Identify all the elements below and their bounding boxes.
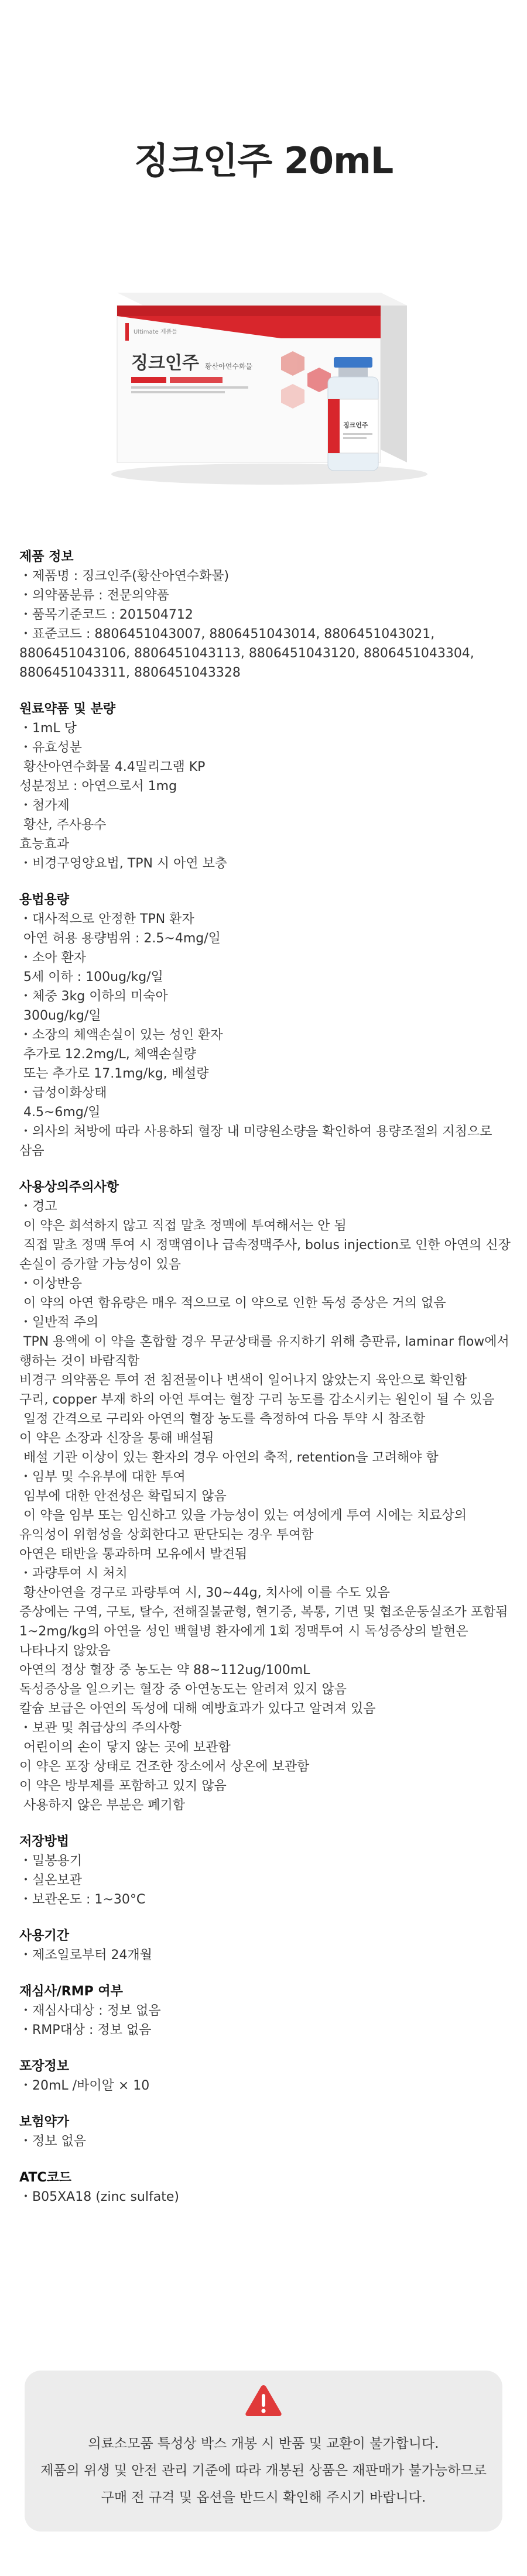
section-line: ・재심사대상 : 정보 없음: [19, 2004, 161, 2018]
section-line: ・1mL 당: [19, 721, 77, 736]
info-section: [19, 1178, 515, 1815]
section-heading: 사용기간: [19, 1929, 70, 1943]
notice-message: [25, 2430, 502, 2511]
section-line: ・대사적으로 안정한 TPN 환자: [19, 912, 194, 927]
warning-icon: [245, 2383, 282, 2417]
product-image: [105, 269, 433, 492]
section-line: ・RMP대상 : 정보 없음: [19, 2023, 152, 2038]
section-line: 황산, 주사용수: [19, 818, 107, 832]
section-line: ・소장의 체액손실이 있는 성인 환자: [19, 1028, 223, 1042]
notice-line: 의료소모품 특성상 박스 개봉 시 반품 및 교환이 불가합니다.: [88, 2436, 439, 2451]
section-line: 임부에 대한 안전성은 확립되지 않음: [19, 1489, 227, 1504]
box-product-subname: 황산아연수화물: [205, 362, 253, 371]
info-section: [19, 890, 511, 1161]
section-line: 5세 이하 : 100ug/kg/일: [19, 970, 163, 985]
section-line: ・의사의 처방에 따라 사용하되 혈장 내 미량원소량을 확인하여 용량조절의 지침으로 삼음: [19, 1124, 497, 1158]
box-product-name: 징크인주: [131, 353, 199, 373]
product-info: [19, 547, 515, 2224]
section-line: ・첨가제: [19, 798, 70, 813]
section-line: ・B05XA18 (zinc sulfate): [19, 2190, 179, 2204]
section-line: 아연 허용 용량범위 : 2.5~4mg/일: [19, 931, 221, 946]
section-line: 이 약은 포장 상태로 건조한 장소에서 상온에 보관함: [19, 1759, 310, 1774]
info-section: [19, 2057, 511, 2095]
section-line: 직접 말초 정맥 투여 시 정맥염이나 급속정맥주사, bolus injection로 인한 아연의 신장 손실이 증가할 가능성이 있음: [19, 1238, 515, 1272]
section-line: 황산아연을 경구로 과량투여 시, 30~44g, 치사에 이를 수도 있음: [19, 1586, 390, 1600]
section-line: 칼슘 보급은 아연의 독성에 대해 예방효과가 있다고 알려져 있음: [19, 1702, 376, 1716]
info-section: [19, 699, 511, 873]
section-line: 구리, copper 부재 하의 아연 투여는 혈장 구리 농도를 감소시키는 원인이 될 수 있음: [19, 1392, 495, 1407]
info-section: [19, 1982, 511, 2040]
section-heading: 포장정보: [19, 2059, 70, 2074]
section-line: 이 약을 임부 또는 임신하고 있을 가능성이 있는 여성에게 투여 시에는 치료상의 유익성이 위험성을 상회한다고 판단되는 경우 투여함: [19, 1508, 471, 1542]
info-section: [19, 2112, 511, 2151]
notice-line: 구매 전 규격 및 옵션을 반드시 확인해 주시기 바랍니다.: [101, 2490, 426, 2505]
section-line: ・실온보관: [19, 1873, 83, 1888]
section-line: ・급성이화상태: [19, 1086, 107, 1100]
section-line: 이 약은 희석하지 않고 직접 말초 정맥에 투여해서는 안 됨: [19, 1219, 347, 1233]
section-line: ・임부 및 수유부에 대한 투여: [19, 1470, 186, 1484]
info-section: [19, 2168, 511, 2207]
section-line: 효능효과: [19, 837, 70, 852]
section-line: ・체중 3kg 이하의 미숙아: [19, 989, 168, 1004]
section-line: ・경고: [19, 1199, 57, 1214]
section-line: ・이상반응: [19, 1277, 83, 1291]
section-line: ・정보 없음: [19, 2134, 87, 2149]
section-line: ・제품명 : 징크인주(황산아연수화물): [19, 569, 230, 584]
section-line: 일정 간격으로 구리와 아연의 혈장 농도를 측정하여 다음 투약 시 참조함: [19, 1412, 426, 1426]
section-line: ・표준코드 : 8806451043007, 8806451043014, 8806451043021, 8806451043106, 8806451043113, 8806451043120, 8806451043304, 8806451043311, 8806451043328: [19, 627, 478, 680]
section-line: 이 약은 방부제를 포함하고 있지 않음: [19, 1779, 227, 1793]
section-line: 이 약의 아연 함유량은 매우 적으므로 이 약으로 인한 독성 증상은 거의 없음: [19, 1296, 446, 1311]
section-line: 1~2mg/kg의 아연을 성인 백혈병 환자에게 1회 정맥투여 시 독성증상의 발현은 나타나지 않았음: [19, 1624, 473, 1658]
section-line: ・일반적 주의: [19, 1315, 99, 1330]
section-line: ・소아 환자: [19, 951, 87, 965]
section-heading: 저장방법: [19, 1834, 70, 1849]
info-section: [19, 547, 511, 682]
section-line: ・비경구영양요법, TPN 시 아연 보충: [19, 856, 228, 871]
section-heading: 재심사/RMP 여부: [19, 1984, 123, 1999]
section-line: 황산아연수화물 4.4밀리그램 KP: [19, 760, 206, 774]
section-line: ・제조일로부터 24개월: [19, 1948, 153, 1963]
section-line: ・20mL /바이알 × 10: [19, 2078, 150, 2093]
section-line: 이 약은 소장과 신장을 통해 배설됨: [19, 1431, 214, 1446]
section-line: ・의약품분류 : 전문의약품: [19, 588, 169, 603]
section-heading: 사용상의주의사항: [19, 1180, 119, 1195]
section-line: 어린이의 손이 닿지 않는 곳에 보관함: [19, 1740, 231, 1755]
section-line: TPN 용액에 이 약을 혼합할 경우 무균상태를 유지하기 위해 층판류, laminar flow에서 행하는 것이 바람직함: [19, 1335, 514, 1368]
section-line: ・과량투여 시 처치: [19, 1566, 128, 1581]
section-line: 추가로 12.2mg/L, 체액손실량: [19, 1047, 197, 1062]
section-line: ・유효성분: [19, 740, 83, 755]
notice-line: 제품의 위생 및 안전 관리 기준에 따라 개봉된 상품은 재판매가 불가능하므로: [40, 2463, 487, 2478]
section-line: ・보관온도 : 1~30°C: [19, 1892, 146, 1907]
section-heading: ATC코드: [19, 2170, 71, 2185]
section-line: ・보관 및 취급상의 주의사항: [19, 1721, 182, 1735]
info-section: [19, 1832, 511, 1909]
section-line: 또는 추가로 17.1mg/kg, 배설량: [19, 1066, 209, 1081]
section-line: ・품목기준코드 : 201504712: [19, 608, 193, 622]
info-section: [19, 1926, 511, 1965]
return-policy-notice: [25, 2371, 502, 2532]
section-line: ・밀봉용기: [19, 1854, 83, 1868]
section-line: 4.5~6mg/일: [19, 1105, 101, 1120]
section-line: 독성증상을 일으키는 혈장 중 아연농도는 알려져 있지 않음: [19, 1682, 347, 1697]
section-line: 아연의 정상 혈장 중 농도는 약 88~112ug/100mL: [19, 1663, 310, 1678]
section-heading: 원료약품 및 분량: [19, 702, 116, 716]
section-heading: 용법용량: [19, 893, 70, 907]
box-brand: Ultimate 제품들: [134, 329, 177, 335]
section-line: 성분정보 : 아연으로서 1mg: [19, 779, 177, 794]
section-heading: 제품 정보: [19, 550, 74, 564]
section-line: 배설 기관 이상이 있는 환자의 경우 아연의 축적, retention을 고려해야 함: [19, 1450, 439, 1465]
page-title: 징크인주 20mL: [134, 139, 393, 182]
section-line: 증상에는 구역, 구토, 탈수, 전해질불균형, 현기증, 복통, 기면 및 협조운동실조가 포함됨: [19, 1605, 508, 1620]
section-line: 비경구 의약품은 투여 전 침전물이나 변색이 일어나지 않았는지 육안으로 확인함: [19, 1373, 467, 1388]
section-line: 사용하지 않은 부분은 폐기함: [19, 1798, 186, 1813]
section-heading: 보험약가: [19, 2115, 70, 2129]
section-line: 300ug/kg/일: [19, 1009, 101, 1023]
vial-label: 징크인주: [343, 421, 368, 429]
section-line: 아연은 태반을 통과하며 모유에서 발견됨: [19, 1547, 248, 1562]
